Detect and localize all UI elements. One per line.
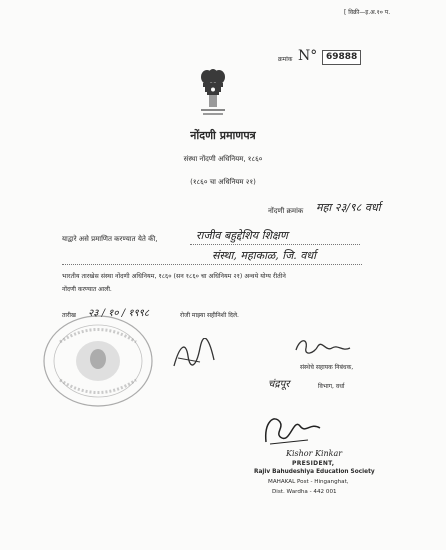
signatory-title: संस्थेचे सहायक निबंधक, [300,364,354,371]
certificate-title: नोंदणी प्रमाणपत्र [190,129,256,142]
society-name-line-2: संस्था, महाकाळ, जि. वर्धा [212,249,317,262]
act-body-text: भारतीय तारखेस संस्था नोंदणी अधिनियम, १८६० (सन १८६० चा अधिनियम २१) अन्वये योग्य रीतीने [62,273,286,280]
assistant-registrar-signature-icon [292,334,356,360]
form-reference: [ विक्री—इ.अ.१० प. [344,9,391,16]
registration-label: नोंदणी क्रमांक [268,207,304,215]
act-body-text-2: नोंदणी करण्यात आली. [62,286,112,293]
president-name: Kishor Kinkar [286,449,343,458]
registration-number: महा २३/९८ वर्धा [316,201,381,214]
date-label: तारीख [62,312,76,319]
society-address-1: MAHAKAL Post - Hinganghat, [268,479,349,485]
date-suffix: रोजी माझ्या सहीनिशी दिले. [180,312,239,319]
serial-number: 69888 [322,50,361,65]
serial-symbol: N° [298,48,318,64]
society-name-stamp: Rajiv Bahudeshiya Education Society [254,469,375,475]
act-line: संस्था नोंदणी अधिनियम, १८६० [183,155,263,163]
registrar-signature-icon [170,338,220,374]
official-seal-icon [40,312,156,410]
society-name-line-1: राजीव बहुद्देशिय शिक्षण [196,229,288,242]
president-signature-icon [258,408,328,452]
date-value: २३ / १० / १९९८ [88,308,150,319]
signatory-division: विभाग, वर्धा [318,383,345,390]
society-address-2: Dist. Wardha - 442 001 [272,489,337,495]
certify-text: याद्वारे असे प्रमाणित करण्यात येते की, [62,235,158,243]
signatory-place: चंद्रपूर [268,379,290,390]
act-parenthetical: (१८६० चा अधिनियम २१) [190,178,256,186]
serial-label: क्रमांक [278,56,293,63]
state-emblem-icon [197,67,229,119]
president-designation: PRESIDENT, [292,460,335,467]
